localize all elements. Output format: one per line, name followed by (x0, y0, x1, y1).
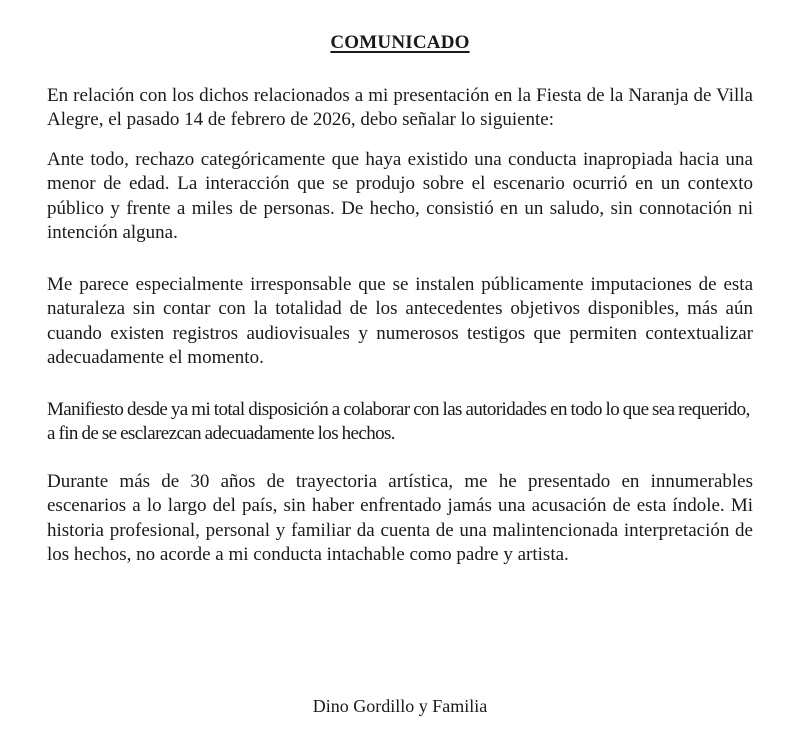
paragraph-cooperation: Manifiesto desde ya mi total disposición a colaborar con las autoridades en todo lo que sea requerido, a fin de se esclarezcan adecuadamente los hechos. (47, 399, 750, 445)
paragraph-career: Durante más de 30 años de trayectoria artística, me he presentado en innumerables escenarios a lo largo del país, sin haber enfrentado jamás una acusación de esta índole. Mi historia profesional, personal y familiar da cuenta de una malintencionada interpretación de los hechos, no acorde a mi conducta intachable como padre y artista. (47, 471, 753, 566)
paragraph-denial: Ante todo, rechazo categóricamente que haya existido una conducta inapropiada hacia una menor de edad. La interacción que se produjo sobre el escenario ocurrió en un contexto público y frente a miles de personas. De hecho, consistió en un saludo, sin connotación ni intención alguna. (47, 149, 753, 244)
signature: Dino Gordillo y Familia (312, 696, 488, 716)
document-title: COMUNICADO (330, 32, 470, 53)
paragraph-intro: En relación con los dichos relacionados a mi presentación en la Fiesta de la Naranja de Villa Alegre, el pasado 14 de febrero de 2026, debo señalar lo siguiente: (47, 85, 753, 131)
paragraph-irresponsible-claims: Me parece especialmente irresponsable que se instalen públicamente imputaciones de esta naturaleza sin contar con la totalidad de los antecedentes objetivos disponibles, más aún cuando existen registros audiovisuales y numerosos testigos que permiten contextualizar adecuadamente el momento. (47, 274, 753, 369)
